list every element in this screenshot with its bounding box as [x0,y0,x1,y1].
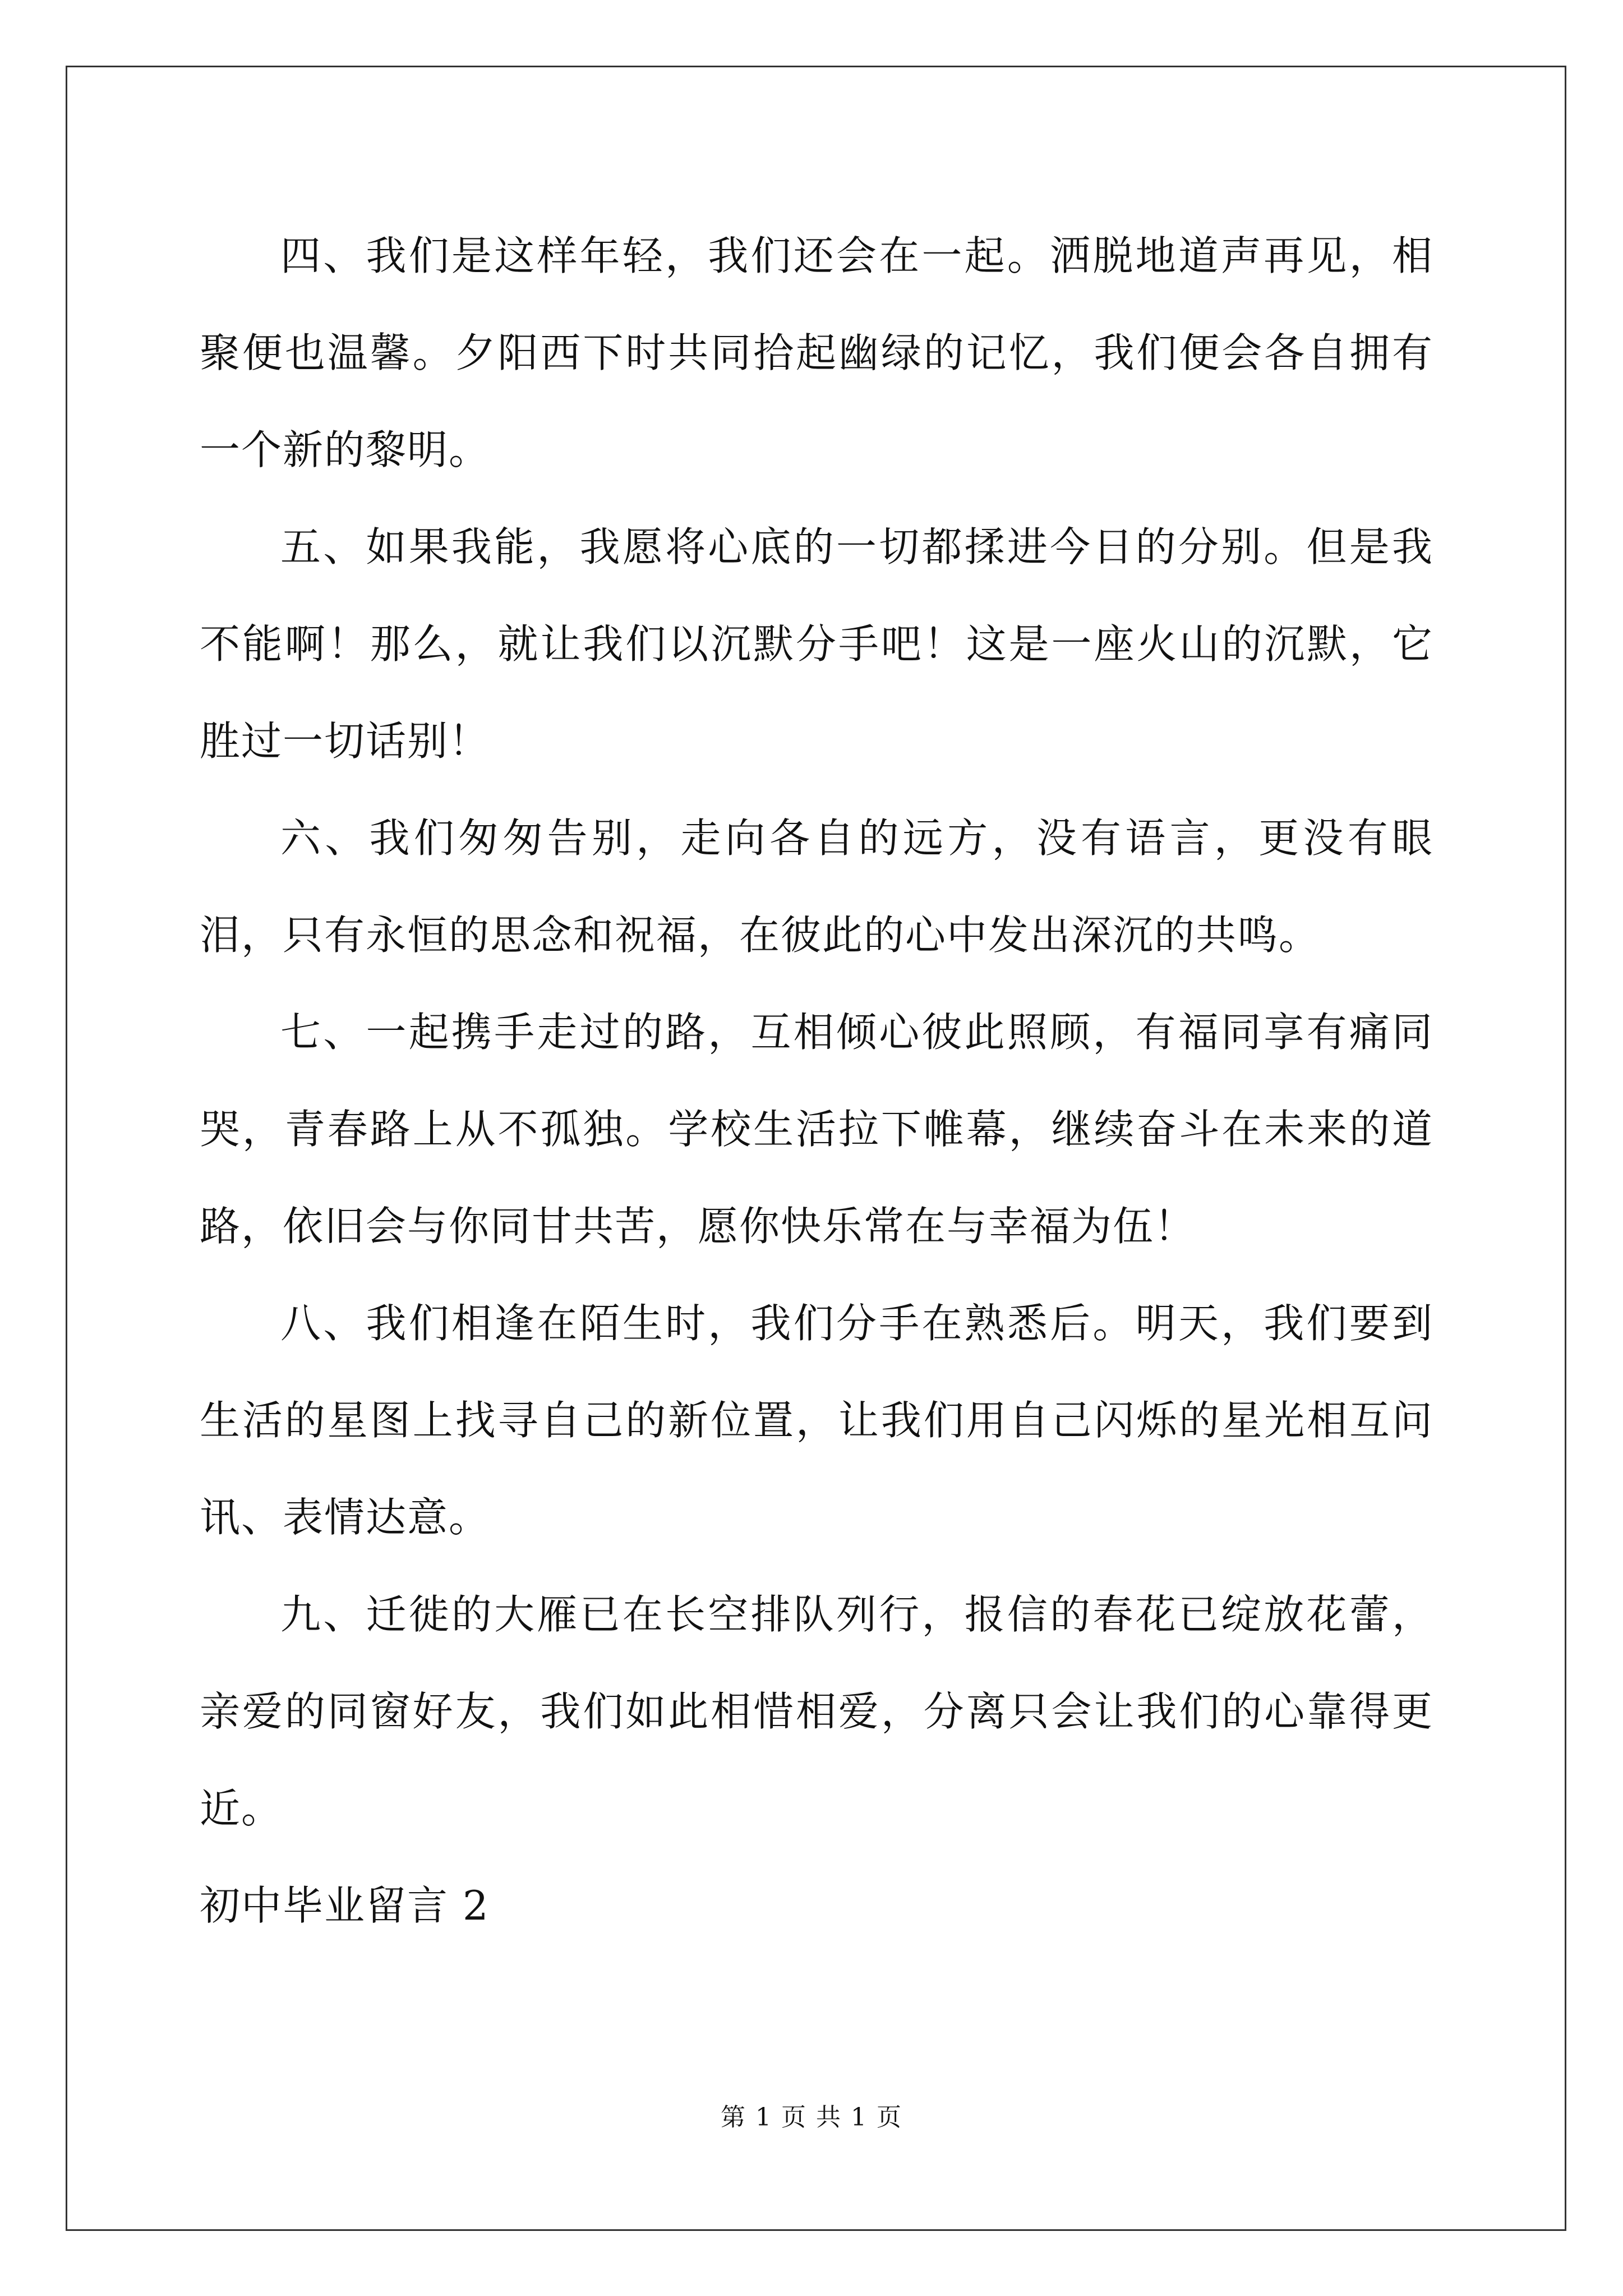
paragraph-7: 七、一起携手走过的路，互相倾心彼此照顾，有福同享有痛同哭，青春路上从不孤独。学校生活拉下帷幕，继续奋斗在未来的道路，依旧会与你同甘共苦，愿你快乐常在与幸福为伍！ [200,1009,1433,1250]
paragraph-8: 八、我们相逢在陌生时，我们分手在熟悉后。明天，我们要到生活的星图上找寻自己的新位置，让我们用自己闪烁的星光相互问讯、表情达意。 [200,1300,1433,1541]
page-footer: 第 1 页 共 1 页 [721,2103,902,2132]
section-heading: 初中毕业留言 2 [200,1882,490,1929]
paragraph-9: 九、迁徙的大雁已在长空排队列行，报信的春花已绽放花蕾，亲爱的同窗好友，我们如此相惜相爱，分离只会让我们的心靠得更近。 [200,1591,1433,1832]
paragraph-6: 六、我们匆匆告别，走向各自的远方，没有语言，更没有眼泪，只有永恒的思念和祝福，在彼此的心中发出深沉的共鸣。 [200,815,1433,959]
paragraph-4: 四、我们是这样年轻，我们还会在一起。洒脱地道声再见，相聚便也温馨。夕阳西下时共同拾起幽绿的记忆，我们便会各自拥有一个新的黎明。 [200,232,1433,473]
document-body [200,208,1433,1954]
paragraph-5: 五、如果我能，我愿将心底的一切都揉进今日的分别。但是我不能啊！那么，就让我们以沉默分手吧！这是一座火山的沉默，它胜过一切话别！ [200,523,1433,765]
